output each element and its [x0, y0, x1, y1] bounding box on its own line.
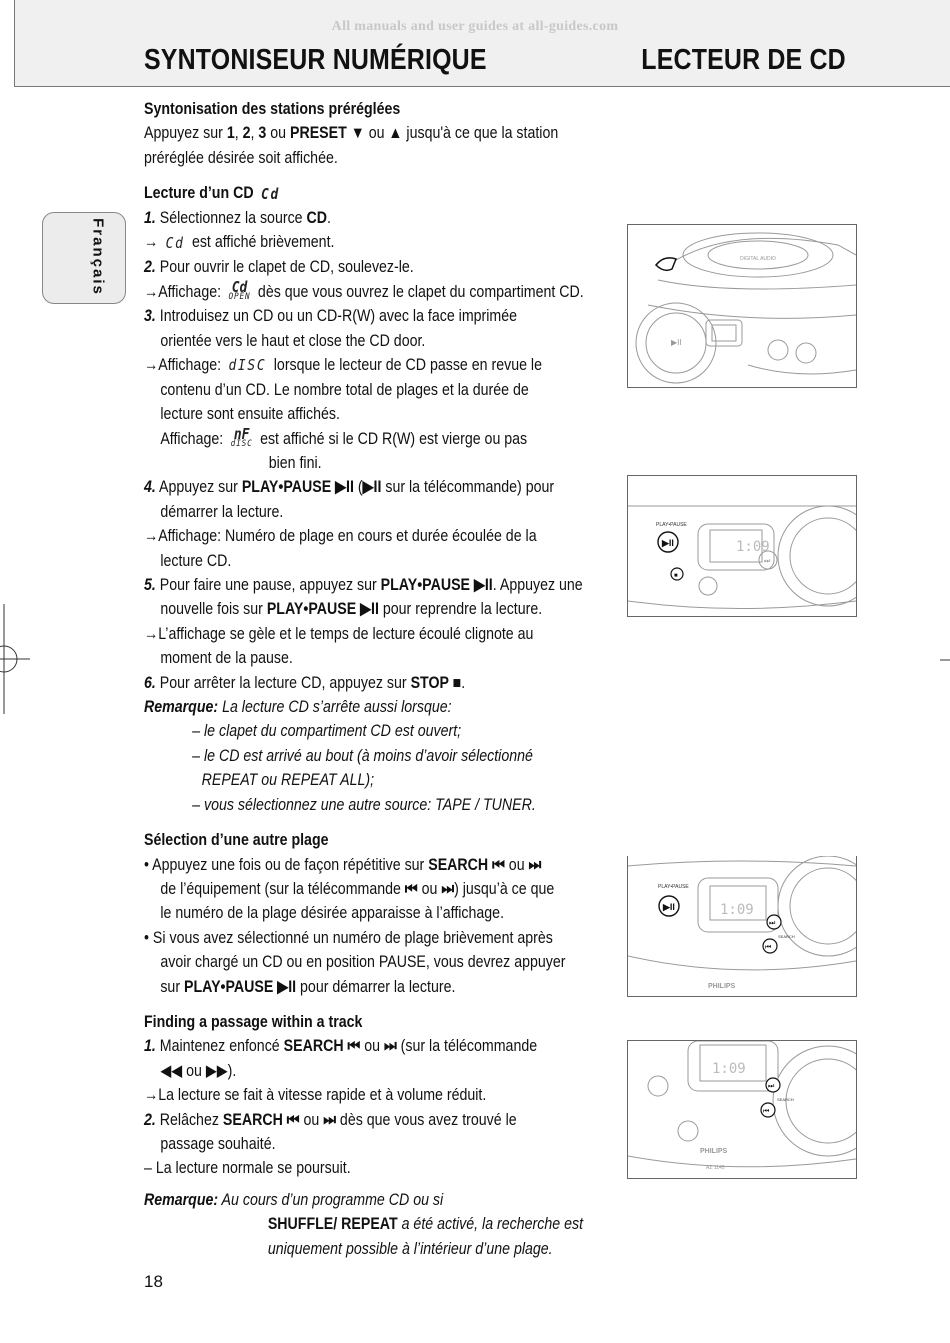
brand-logo: PHILIPS — [700, 1148, 728, 1155]
cd-player-play-illustration — [628, 476, 856, 616]
cd-player-search-illustration — [628, 856, 856, 996]
cd-remark-item-2-cont: REPEAT ou REPEAT ALL); — [201, 771, 375, 790]
illustration-display-text: 1:09 — [736, 539, 770, 555]
track-bullet-1: • Appuyez une fois ou de façon répétitive sur SEARCH ⏮ ou ⏭ — [144, 855, 542, 874]
header-title-left: SYNTONISEUR NUMÉRIQUE — [144, 44, 487, 76]
passage-step-2-cont: passage souhaité. — [160, 1134, 276, 1153]
cd-step-5-result: →L’affichage se gèle et le temps de lecture écoulé clignote au — [144, 624, 534, 643]
passage-step-1-cont: ◀◀ ou ▶▶). — [160, 1061, 237, 1080]
main-content — [144, 97, 624, 1261]
play-pause-icon: ▶II — [662, 538, 674, 548]
cd-step-2: 2. Pour ouvrir le clapet de CD, soulevez-le. — [144, 258, 414, 277]
lcd-display-cd: Cd — [165, 233, 185, 252]
search-label: SEARCH — [777, 1097, 794, 1102]
search-next-icon: ⏭ — [768, 1083, 775, 1090]
search-prev-icon: ⏮ — [763, 1108, 770, 1115]
passage-step-2: 2. Relâchez SEARCH ⏮ ou ⏭ dès que vous avez trouvé le — [144, 1110, 517, 1129]
cd-step-4-result-cont: lecture CD. — [160, 551, 232, 570]
passage-step-1-result: →La lecture se fait à vitesse rapide et à volume réduit. — [144, 1086, 487, 1105]
watermark: All manuals and user guides at all-guides.com — [331, 19, 619, 34]
passage-remark-cont-2: uniquement possible à l’intérieur d’une plage. — [267, 1239, 553, 1258]
illustration-display-text: 1:09 — [712, 1061, 746, 1077]
illustration-button-text: ▶II — [671, 338, 682, 347]
illustration-play-pause — [627, 475, 857, 617]
cd-step-6: 6. Pour arrêter la lecture CD, appuyez sur STOP ■. — [144, 673, 466, 692]
cd-step-3: 3. Introduisez un CD ou un CD-R(W) avec la face imprimée — [144, 307, 518, 326]
cd-step-3-display-nf: Affichage: nF dISC est affiché si le CD R(W) est vierge ou pas — [160, 425, 528, 450]
illustration-brand-text: DIGITAL AUDIO — [740, 256, 776, 262]
cd-step-3-cont: orientée vers le haut et close the CD door. — [160, 331, 426, 350]
model-label: AZ 1145 — [706, 1165, 725, 1171]
cd-step-4-result: →Affichage: Numéro de plage en cours et durée écoulée de la — [144, 527, 537, 546]
preset-text-2: préréglée désirée soit affichée. — [144, 148, 338, 167]
stop-icon: ■ — [674, 573, 678, 579]
cd-step-4-cont: démarrer la lecture. — [160, 502, 284, 521]
lcd-display-nf-disc: nF dISC — [230, 425, 253, 450]
section-heading-preset: Syntonisation des stations préréglées — [144, 100, 401, 118]
arrow-icon: → — [144, 282, 159, 301]
track-bullet-1-cont: de l’équipement (sur la télécommande ⏮ ou ⏭) jusqu’à ce que — [160, 879, 555, 898]
passage-remark: Remarque: Au cours d’un programme CD ou si — [144, 1190, 444, 1209]
lcd-display-cd-open: Cd OPEN — [228, 278, 251, 303]
lcd-display-disc: dISC — [228, 356, 267, 375]
language-tab — [42, 212, 126, 304]
cd-step-3-result: →Affichage: dISC lorsque le lecteur de CD passe en revue le — [144, 353, 557, 378]
cd-step-5-result-cont: moment de la pause. — [160, 649, 293, 668]
cd-step-4: 4. Appuyez sur PLAY•PAUSE ▶II (▶II sur la télécommande) pour — [144, 478, 555, 497]
cd-step-3-result-cont: contenu d’un CD. Le nombre total de plages et la durée de — [160, 380, 529, 399]
illustration-button-label: PLAY•PAUSE — [656, 522, 687, 528]
page-number: 18 — [144, 1272, 163, 1291]
cd-step-1: 1. Sélectionnez la source CD. — [144, 209, 331, 228]
cd-step-3-result-cont-2: lecture sont ensuite affichés. — [160, 405, 340, 424]
search-prev-icon: ⏮ — [765, 944, 772, 951]
track-bullet-2-cont-2: sur PLAY•PAUSE ▶II pour démarrer la lecture. — [160, 977, 456, 996]
cd-remark-item-1: – le clapet du compartiment CD est ouvert; — [192, 722, 462, 741]
illustration-search — [627, 856, 857, 997]
arrow-icon: → — [144, 624, 159, 643]
preset-text-1: Appuyez sur 1, 2, 3 ou PRESET ▼ ou ▲ jusqu'à ce que la station — [144, 124, 559, 143]
cd-remark: Remarque: La lecture CD s’arrête aussi lorsque: — [144, 698, 452, 717]
header-title-right: LECTEUR DE CD — [641, 44, 846, 76]
passage-step-1: 1. Maintenez enfoncé SEARCH ⏮ ou ⏭ (sur la télécommande — [144, 1037, 538, 1056]
registration-mark-icon — [0, 604, 30, 714]
track-bullet-2: • Si vous avez sélectionné un numéro de plage brièvement après — [144, 928, 553, 947]
crop-mark-icon — [940, 655, 950, 665]
arrow-icon: → — [144, 233, 159, 252]
arrow-icon: → — [144, 527, 159, 546]
search-next-icon: ⏭ — [769, 920, 776, 927]
passage-remark-cont: SHUFFLE/ REPEAT a été activé, la recherche est — [267, 1215, 584, 1234]
cd-step-1-result: → Cd est affiché brièvement. — [144, 230, 557, 255]
cd-player-search-detail-illustration — [628, 1041, 856, 1178]
cd-step-2-result: →Affichage: Cd OPEN dès que vous ouvrez le clapet du compartiment CD. — [144, 278, 584, 303]
track-bullet-1-cont-2: le numéro de la plage désirée apparaisse à l’affichage. — [160, 904, 505, 923]
arrow-icon: → — [144, 355, 159, 374]
cd-step-5-cont: nouvelle fois sur PLAY•PAUSE ▶II pour reprendre la lecture. — [160, 600, 543, 619]
section-heading-passage: Finding a passage within a track — [144, 1012, 363, 1031]
section-heading-track: Sélection d’une autre plage — [144, 831, 329, 850]
illustration-search-detail — [627, 1040, 857, 1179]
finger-icon — [656, 258, 676, 270]
track-bullet-2-cont: avoir chargé un CD ou en position PAUSE, vous devrez appuyer — [160, 953, 566, 972]
language-tab-label: Français — [89, 218, 107, 296]
cd-remark-item-2: – le CD est arrivé au bout (à moins d’avoir sélectionné — [192, 746, 533, 765]
lcd-display-cd: Cd — [260, 184, 280, 203]
section-heading-cd: Lecture d’un CD Cd — [144, 181, 557, 206]
cd-step-3-display-nf-cont: bien fini. — [268, 454, 322, 472]
brand-logo: PHILIPS — [708, 983, 736, 990]
cd-player-top-illustration — [628, 225, 856, 387]
play-pause-icon: ▶II — [663, 902, 675, 912]
illustration-button-label: PLAY•PAUSE — [658, 884, 689, 890]
passage-step-2-result: – La lecture normale se poursuit. — [144, 1159, 351, 1178]
cd-remark-item-3: – vous sélectionnez une autre source: TAPE / TUNER. — [192, 795, 536, 814]
illustration-cd-lid — [627, 224, 857, 388]
illustration-display-text: 1:09 — [720, 902, 754, 918]
search-label: SEARCH — [778, 934, 795, 939]
arrow-icon: → — [144, 1086, 159, 1105]
search-next-icon: ⏭ — [764, 558, 771, 565]
cd-step-5: 5. Pour faire une pause, appuyez sur PLAY•PAUSE ▶II. Appuyez une — [144, 576, 583, 595]
